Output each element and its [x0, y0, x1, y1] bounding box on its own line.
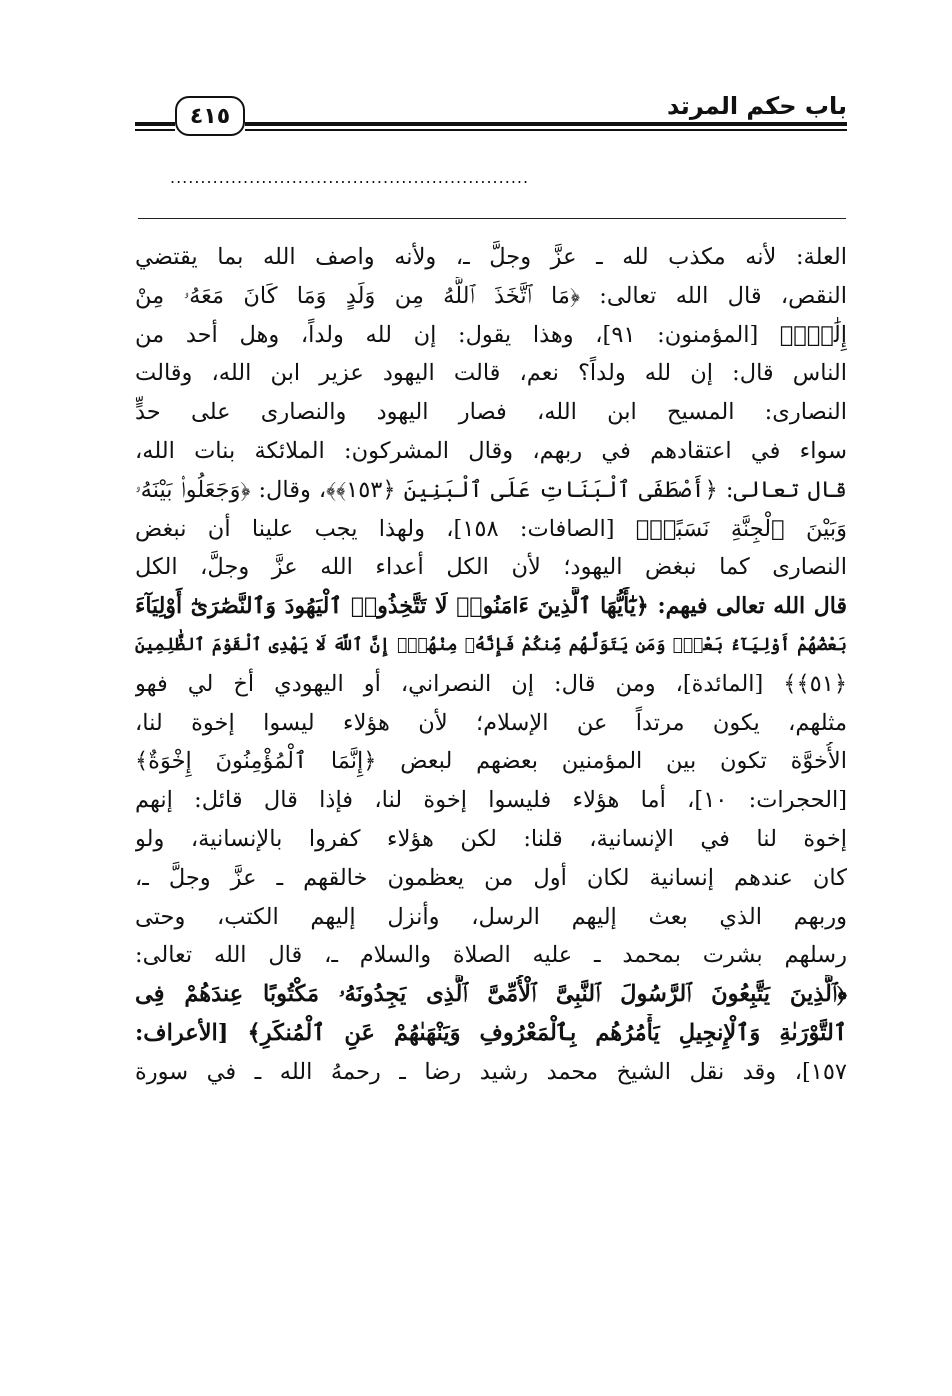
text-line-20: ﴿ٱلَّذِينَ يَتَّبِعُونَ ٱلرَّسُولَ ٱلنَّبِىَّ ٱلْأُمِّىَّ ٱلَّذِى يَجِدُونَهُۥ مَكْتُوبًا عِندَهُمْ فِى — [135, 981, 847, 1008]
text-line-3: إِلَٰهٍۚ﴾ [المؤمنون: ٩١]، وهذا يقول: إن لله ولداً، وهل أحد من — [135, 321, 847, 348]
page-number: ٤١٥ — [175, 96, 245, 136]
text-line-9: النصارى كما نبغض اليهود؛ لأن الكل أعداء الله عزَّ وجلَّ، الكل — [135, 554, 847, 581]
text-line-8: وَبَيْنَ ٱلْجِنَّةِ نَسَبًاۚ﴾ [الصافات: ١٥٨]، ولهذا يجب علينا أن نبغض — [135, 515, 847, 542]
dotted-separator: ........................................................... — [170, 170, 530, 186]
text-line-18: وربهم الذي بعث إليهم الرسل، وأنزل إليهم الكتب، وحتى — [135, 903, 847, 930]
text-line-13: مثلهم، يكون مرتداً عن الإسلام؛ لأن هؤلاء ليسوا إخوة لنا، — [135, 709, 847, 736]
text-line-22: ١٥٧]، وقد نقل الشيخ محمد رشيد رضا ـ رحمهُ الله ـ في سورة — [135, 1058, 847, 1085]
header-separator-rule — [138, 218, 846, 219]
page-header — [135, 78, 847, 138]
body-text — [135, 238, 847, 1092]
header-rule-right — [245, 122, 847, 132]
text-line-14: الأُخوَّة تكون بين المؤمنين بعضهم لبعض ﴿إِنَّمَا ٱلْمُؤْمِنُونَ إِخْوَةٌ﴾ — [135, 748, 847, 775]
text-line-1: العلة: لأنه مكذب لله ـ عزَّ وجلَّ ـ، ولأنه واصف الله بما يقتضي — [135, 244, 847, 270]
text-line-10: قال الله تعالى فيهم: ﴿يَٰٓأَيُّهَا ٱلَّذِينَ ءَامَنُوا۟ لَا تَتَّخِذُوا۟ ٱلْيَهُودَ وَٱلنَّصَٰرَىٰٓ أَوْلِيَآءَ — [135, 593, 847, 620]
chapter-title: باب حكم المرتد — [666, 92, 847, 120]
text-line-11: بَعْضُهُمْ أَوْلِيَآءُ بَعْضٍۚ وَمَن يَتَوَلَّهُم مِّنكُمْ فَإِنَّهُۥ مِنْهُمْۗ إِنَّ ٱللَّهَ لَا يَهْدِى ٱلْقَوْمَ ٱلظَّٰلِمِينَ — [135, 634, 847, 655]
text-line-4: الناس قال: إن لله ولداً؟ نعم، قالت اليهود عزير ابن الله، وقالت — [135, 360, 847, 387]
text-line-12: ﴿٥١﴾﴾ [المائدة]، ومن قال: إن النصراني، أو اليهودي أخ لي فهو — [135, 670, 847, 697]
header-rule-left — [135, 122, 175, 132]
text-line-6: سواء في اعتقادهم في ربهم، وقال المشركون: الملائكة بنات الله، — [135, 437, 847, 464]
text-line-5: النصارى: المسيح ابن الله، فصار اليهود والنصارى على حدٍّ — [135, 399, 847, 426]
text-line-19: رسلهم بشرت بمحمد ـ عليه الصلاة والسلام ـ، قال الله تعالى: — [135, 942, 847, 969]
text-line-15: [الحجرات: ١٠]، أما هؤلاء فليسوا إخوة لنا، فإذا قال قائل: إنهم — [135, 787, 847, 814]
text-line-21: ٱلتَّوْرَىٰةِ وَٱلْإِنجِيلِ يَأْمُرُهُم بِٱلْمَعْرُوفِ وَيَنْهَىٰهُمْ عَنِ ٱلْمُنكَرِ﴾ [الأعراف: — [135, 1019, 847, 1046]
text-line-16: إخوة لنا في الإنسانية، قلنا: لكن هؤلاء كفروا بالإنسانية، ولو — [135, 825, 847, 852]
text-line-2: النقص، قال الله تعالى: ﴿مَا ٱتَّخَذَ ٱللَّهُ مِن وَلَدٍ وَمَا كَانَ مَعَهُۥ مِنْ — [135, 282, 847, 309]
text-line-17: كان عندهم إنسانية لكان أول من يعظمون خالقهم ـ عزَّ وجلَّ ـ، — [135, 864, 847, 891]
text-line-7: قال تعالى: ﴿أَصْطَفَى ٱلْبَنَاتِ عَلَى ٱلْبَنِينَ ﴿١٥٣﴾﴾، وقال: ﴿وَجَعَلُوا۟ بَيْنَهُۥ — [135, 476, 847, 503]
